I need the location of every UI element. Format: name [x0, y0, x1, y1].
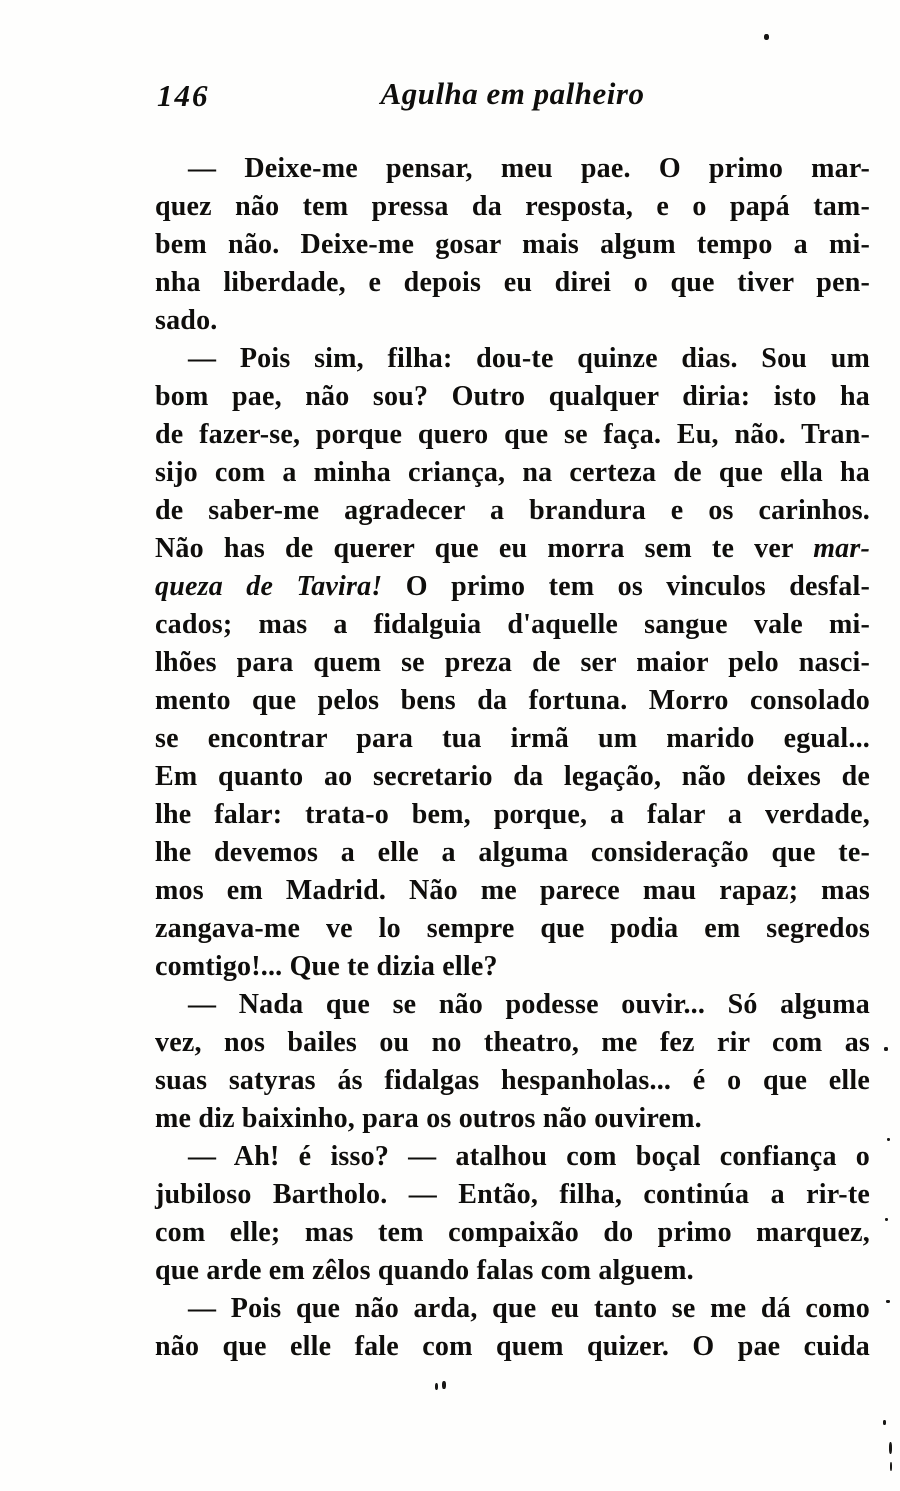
scan-speck [884, 1047, 888, 1051]
scan-speck [764, 34, 769, 40]
text-line: de saber-me agradecer a brandura e os carinhos. [155, 495, 870, 526]
text-line: sado. [155, 305, 218, 336]
text-line: Não has de querer que eu morra sem te ver mar- [155, 533, 870, 564]
text-line: comtigo!... Que te dizia elle? [155, 951, 498, 982]
text-line: sijo com a minha criança, na certeza de que ella ha [155, 457, 870, 488]
text-line: mos em Madrid. Não me parece mau rapaz; mas [155, 875, 870, 906]
text-line: — Pois que não arda, que eu tanto se me dá como [188, 1293, 870, 1324]
text-line: de fazer-se, porque quero que se faça. Eu, não. Tran- [155, 419, 870, 450]
text-line: se encontrar para tua irmã um marido egual... [155, 723, 870, 754]
running-title: Agulha em palheiro [380, 76, 645, 111]
page-number: 146 [157, 78, 210, 113]
scan-speck [883, 1420, 886, 1425]
text-line: queza de Tavira! O primo tem os vinculos desfal- [155, 571, 870, 602]
text-line: mento que pelos bens da fortuna. Morro consolado [155, 685, 870, 716]
text-line: me diz baixinho, para os outros não ouvirem. [155, 1103, 702, 1134]
page-header [155, 76, 870, 120]
text-line: lhões para quem se preza de ser maior pelo nasci- [155, 647, 870, 678]
text-line: suas satyras ás fidalgas hespanholas... é o que elle [155, 1065, 870, 1096]
text-line: — Ah! é isso? — atalhou com boçal confiança o [188, 1141, 870, 1172]
text-line: Em quanto ao secretario da legação, não deixes de [155, 761, 870, 792]
text-line: quez não tem pressa da resposta, e o papá tam- [155, 191, 870, 222]
scan-speck [889, 1442, 892, 1454]
scan-speck [890, 1462, 892, 1471]
text-line: bom pae, não sou? Outro qualquer diria: isto ha [155, 381, 870, 412]
text-line: lhe devemos a elle a alguma consideração que te- [155, 837, 870, 868]
text-line: nha liberdade, e depois eu direi o que tiver pen- [155, 267, 870, 298]
text-line: bem não. Deixe-me gosar mais algum tempo a mi- [155, 229, 870, 260]
text-line: cados; mas a fidalguia d'aquelle sangue vale mi- [155, 609, 870, 640]
text-line: — Deixe-me pensar, meu pae. O primo mar- [188, 153, 870, 184]
text-line: vez, nos bailes ou no theatro, me fez rir com as [155, 1027, 870, 1058]
text-block [155, 150, 870, 1366]
text-line: zangava-me ve lo sempre que podia em segredos [155, 913, 870, 944]
scan-speck [886, 1300, 890, 1303]
scan-speck [442, 1381, 446, 1389]
scan-speck [435, 1383, 438, 1390]
text-line: que arde em zêlos quando falas com alguem. [155, 1255, 694, 1286]
text-line: não que elle fale com quem quizer. O pae cuida [155, 1331, 870, 1362]
text-line: — Pois sim, filha: dou-te quinze dias. Sou um [188, 343, 870, 374]
text-line: lhe falar: trata-o bem, porque, a falar a verdade, [155, 799, 870, 830]
scan-speck [885, 1218, 888, 1221]
text-line: jubiloso Bartholo. — Então, filha, continúa a rir-te [155, 1179, 870, 1210]
text-line: — Nada que se não podesse ouvir... Só alguma [188, 989, 870, 1020]
scan-speck [887, 1138, 890, 1141]
text-line: com elle; mas tem compaixão do primo marquez, [155, 1217, 870, 1248]
